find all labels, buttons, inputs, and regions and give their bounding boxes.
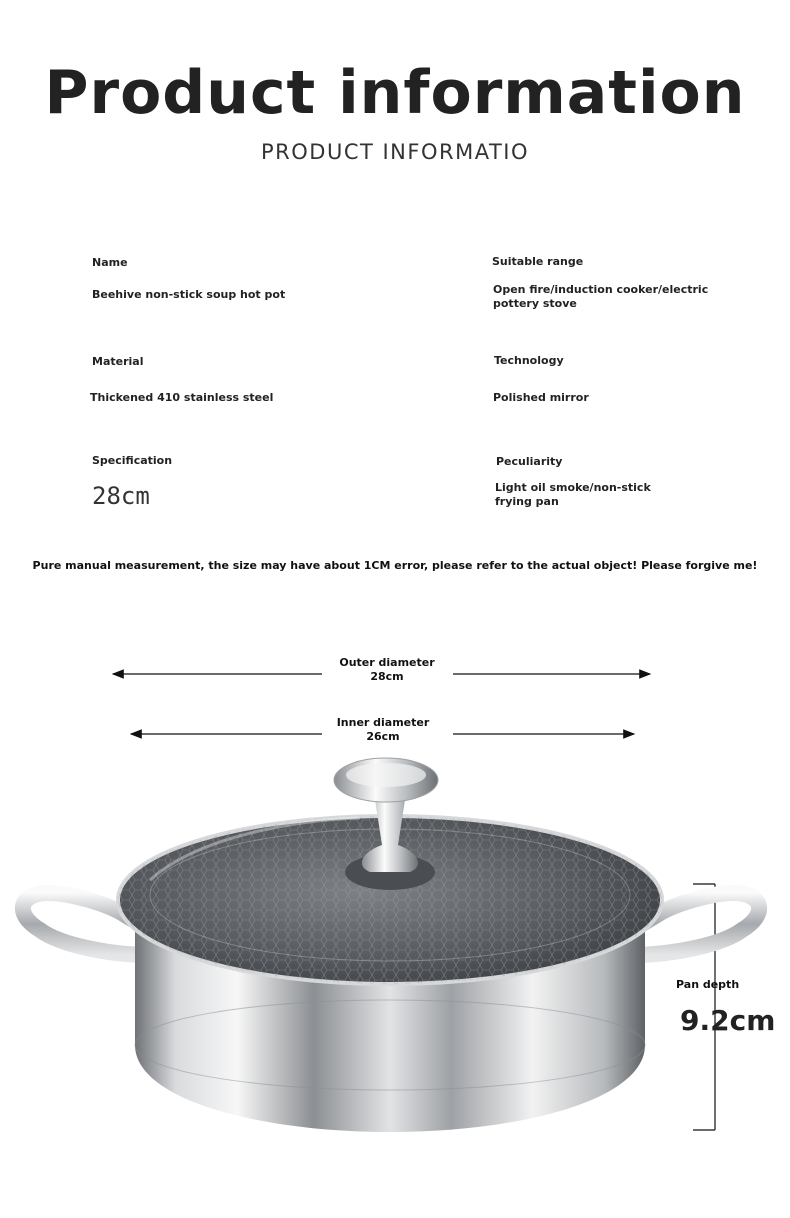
pan-depth-value: 9.2cm — [680, 1004, 776, 1037]
pan-depth-label: Pan depth — [676, 978, 740, 991]
peculiarity-value-line2: frying pan — [495, 495, 559, 508]
outer-diameter-value: 28cm — [370, 670, 404, 683]
outer-diameter-label: Outer diameter — [339, 656, 435, 669]
measurement-note: Pure manual measurement, the size may have about 1CM error, please refer to the actual object! Please forgive me! — [32, 559, 758, 572]
specification-value: 28cm — [92, 482, 150, 510]
technology-label: Technology — [494, 354, 564, 367]
suitable-range-label: Suitable range — [492, 255, 584, 268]
inner-diameter-value: 26cm — [366, 730, 400, 743]
specification-label: Specification — [92, 454, 173, 467]
name-value: Beehive non-stick soup hot pot — [92, 288, 286, 301]
peculiarity-value-line1: Light oil smoke/non-stick — [495, 481, 651, 494]
suitable-range-value-line1: Open fire/induction cooker/electric — [493, 283, 709, 296]
peculiarity-label: Peculiarity — [496, 455, 563, 468]
inner-diameter-label: Inner diameter — [336, 716, 430, 729]
page-subtitle: PRODUCT INFORMATIO — [261, 140, 529, 164]
suitable-range-value-line2: pottery stove — [493, 297, 577, 310]
material-value: Thickened 410 stainless steel — [90, 391, 274, 404]
technology-value: Polished mirror — [493, 391, 589, 404]
name-label: Name — [92, 256, 128, 269]
page-title: Product information — [44, 58, 746, 128]
material-label: Material — [92, 355, 144, 368]
